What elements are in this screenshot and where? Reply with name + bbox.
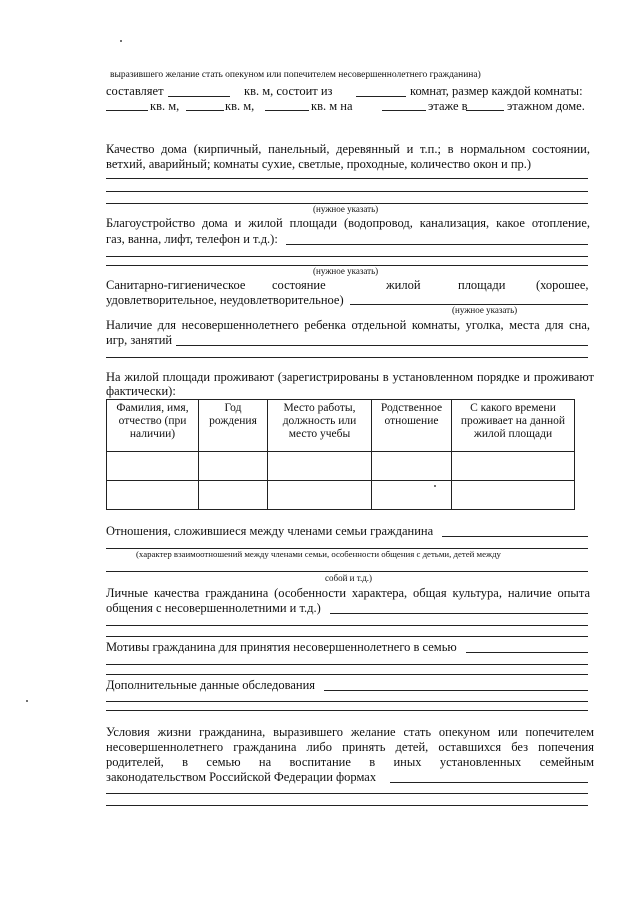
conditions-field-2[interactable] xyxy=(106,793,588,794)
table-cell[interactable] xyxy=(107,481,199,510)
unit-sqm-1: кв. м, xyxy=(150,99,180,113)
table-header-row xyxy=(107,400,575,452)
relations-field-3[interactable] xyxy=(106,571,588,572)
floors-total-field[interactable] xyxy=(466,110,504,111)
amenities-line2: газ, ванна, лифт, телефон и т.д.): xyxy=(106,232,278,246)
child-room-line1: Наличие для несовершеннолетнего ребенка отдельной комнаты, уголка, места для сна, xyxy=(106,318,590,332)
table-cell[interactable] xyxy=(199,452,268,481)
conditions-line1: Условия жизни гражданина, выразившего желание стать опекуном или попечителем xyxy=(106,725,594,739)
child-room-field-2[interactable] xyxy=(106,357,588,358)
floor-field[interactable] xyxy=(382,110,426,111)
area-label-room-size: комнат, размер каждой комнаты: xyxy=(410,84,583,98)
table-cell[interactable] xyxy=(372,452,452,481)
rooms-count-field[interactable] xyxy=(356,96,406,97)
area-total-field[interactable] xyxy=(168,96,230,97)
table-cell[interactable] xyxy=(107,452,199,481)
additional-label: Дополнительные данные обследования xyxy=(106,678,316,692)
additional-field-3[interactable] xyxy=(106,710,588,711)
table-cell[interactable] xyxy=(372,481,452,510)
col-birth-year-header: Год рождения xyxy=(199,400,268,452)
amenities-line1: Благоустройство дома и жилой площади (водопровод, канализация, какое отопление, xyxy=(106,216,590,230)
sanitary-w5: (хорошее, xyxy=(536,278,589,292)
motives-field-3[interactable] xyxy=(106,674,588,675)
sanitary-line2: удовлетворительное, неудовлетворительное) xyxy=(106,293,344,307)
col-relation-header: Родственное отношение xyxy=(372,400,452,452)
residents-table xyxy=(106,399,575,510)
room3-size-field[interactable] xyxy=(265,110,309,111)
child-room-line2: игр, занятий xyxy=(106,333,173,347)
conditions-line4: законодательством Российской Федерации формах xyxy=(106,770,377,784)
house-quality-field-1[interactable] xyxy=(106,178,588,179)
floor-label: этаже в xyxy=(428,99,468,113)
amenities-hint: (нужное указать) xyxy=(313,266,379,276)
house-quality-line2: ветхий, аварийный; комнаты сухие, светлые, проходные, количество окон и пр.) xyxy=(106,157,532,171)
col-fullname-header: Фамилия, имя, отчество (при наличии) xyxy=(107,400,199,452)
amenities-field-1[interactable] xyxy=(286,244,588,245)
table-cell[interactable] xyxy=(268,481,372,510)
conditions-field-1[interactable] xyxy=(390,782,588,783)
sanitary-w1: Санитарно-гигиеническое xyxy=(106,278,246,292)
scan-speck xyxy=(120,40,122,42)
additional-field-2[interactable] xyxy=(106,701,588,702)
motives-label: Мотивы гражданина для принятия несовершеннолетнего в семью xyxy=(106,640,457,654)
col-since-header: С какого времени проживает на данной жилой площади xyxy=(452,400,575,452)
table-cell[interactable] xyxy=(199,481,268,510)
conditions-line3: родителей, в семью на воспитание в иных установленных семейным xyxy=(106,755,594,769)
relations-label: Отношения, сложившиеся между членами семьи гражданина xyxy=(106,524,434,538)
relations-field-1[interactable] xyxy=(442,536,588,537)
room1-size-field[interactable] xyxy=(106,110,148,111)
unit-sqm-on: кв. м на xyxy=(311,99,353,113)
residents-line1: На жилой площади проживают (зарегистрированы в установленном порядке и проживают xyxy=(106,370,594,384)
table-row xyxy=(107,452,575,481)
sanitary-hint: (нужное указать) xyxy=(452,305,518,315)
scan-speck xyxy=(434,485,436,487)
relations-hint-2: собой и т.д.) xyxy=(325,573,373,583)
personal-field-2[interactable] xyxy=(106,625,588,626)
table-cell[interactable] xyxy=(268,452,372,481)
motives-field-2[interactable] xyxy=(106,664,588,665)
area-label-total: составляет xyxy=(106,84,164,98)
house-quality-field-2[interactable] xyxy=(106,191,588,192)
table-row xyxy=(107,481,575,510)
amenities-field-2[interactable] xyxy=(106,256,588,257)
conditions-line2: несовершеннолетнего гражданина либо принять детей, оставшихся без попечения xyxy=(106,740,594,754)
sanitary-w4: площади xyxy=(458,278,506,292)
house-quality-line1: Качество дома (кирпичный, панельный, деревянный и т.п.; в нормальном состоянии, xyxy=(106,142,590,156)
residents-line2: фактически): xyxy=(106,384,176,398)
personal-field-3[interactable] xyxy=(106,636,588,637)
house-quality-hint: (нужное указать) xyxy=(313,204,379,214)
relations-hint-1: (характер взаимоотношений между членами семьи, особенности общения с детьми, детей между xyxy=(136,549,501,559)
header-note: выразившего желание стать опекуном или попечителем несовершеннолетнего гражданина) xyxy=(110,70,481,80)
table-cell[interactable] xyxy=(452,452,575,481)
child-room-field-1[interactable] xyxy=(176,345,588,346)
personal-line2: общения с несовершеннолетними и т.д.) xyxy=(106,601,321,615)
table-cell[interactable] xyxy=(452,481,575,510)
col-workplace-header: Место работы, должность или место учебы xyxy=(268,400,372,452)
personal-line1: Личные качества гражданина (особенности характера, общая культура, наличие опыта xyxy=(106,586,590,600)
motives-field-1[interactable] xyxy=(466,652,588,653)
room2-size-field[interactable] xyxy=(186,110,224,111)
additional-field-1[interactable] xyxy=(324,690,588,691)
scan-speck xyxy=(26,700,28,702)
personal-field-1[interactable] xyxy=(330,613,588,614)
unit-sqm-2: кв. м, xyxy=(225,99,255,113)
sanitary-w2: состояние xyxy=(272,278,326,292)
area-label-rooms: кв. м, состоит из xyxy=(244,84,333,98)
floors-label: этажном доме. xyxy=(507,99,585,113)
conditions-field-3[interactable] xyxy=(106,805,588,806)
sanitary-w3: жилой xyxy=(386,278,421,292)
